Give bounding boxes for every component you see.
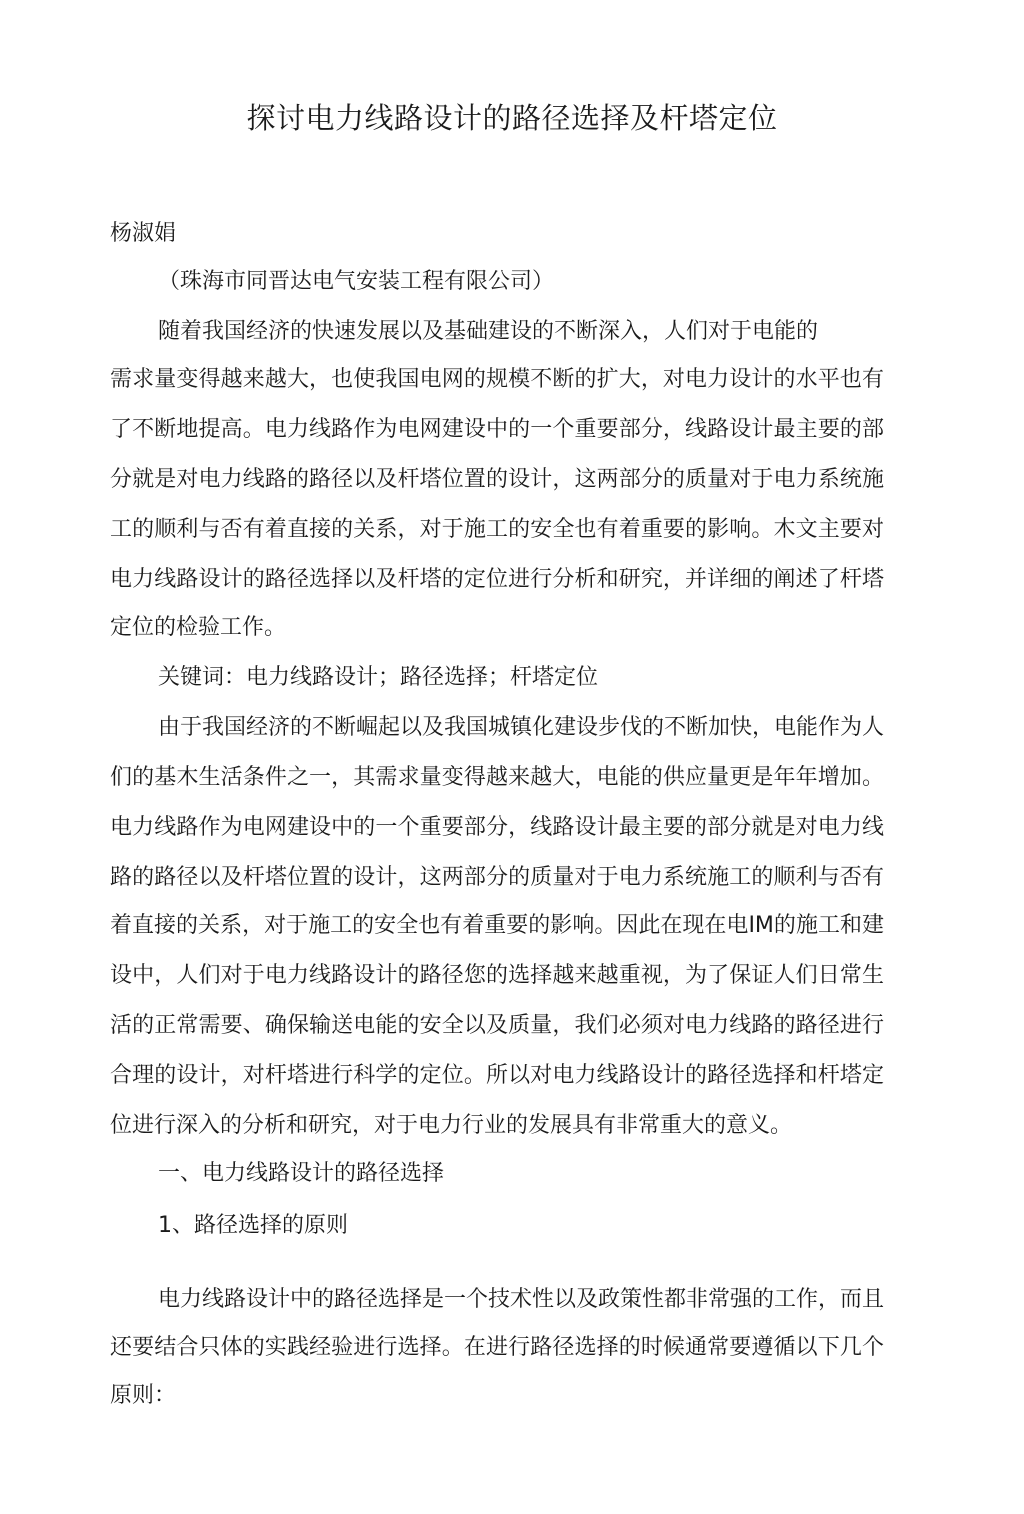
intro-line: 着直接的关系，对于施工的安全也有着重要的影响。因此在现在电IM的施工和建 [110, 913, 884, 938]
abstract-line: 随着我国经济的快速发展以及基础建设的不断深入，人们对于电能的 [158, 319, 819, 344]
principle-line: 电力线路设计中的路径选择是一个技术性以及政策性都非常强的工作，而且 [158, 1287, 885, 1312]
principle-line: 原则： [110, 1383, 177, 1408]
document-title: 探讨电力线路设计的路径选择及杆塔定位 [246, 101, 778, 135]
intro-line: 位进行深入的分析和研究，对于电力行业的发展具有非常重大的意义。 [110, 1113, 793, 1138]
subsection-heading: 1、路径选择的原则 [158, 1213, 348, 1238]
intro-line: 们的基木生活条件之一，其需求量变得越来越大，电能的供应量更是年年增加。 [110, 765, 884, 790]
abstract-line: 了不断地提高。电力线路作为电网建设中的一个重要部分，线路设计最主要的部 [110, 417, 884, 442]
abstract-line: 工的顺利与否有着直接的关系，对于施工的安全也有着重要的影响。木文主要对 [110, 517, 884, 542]
abstract-line: 需求量变得越来越大，也使我国电网的规模不断的扩大，对电力设计的水平也有 [110, 367, 884, 392]
abstract-line: 定位的检验工作。 [110, 615, 287, 640]
author-affiliation: （珠海市同晋达电气安装工程有限公司） [158, 269, 555, 294]
section-heading: 一、电力线路设计的路径选择 [158, 1161, 445, 1186]
intro-line: 活的正常需要、确保输送电能的安全以及质量，我们必须对电力线路的路径进行 [110, 1013, 884, 1038]
principle-line: 还要结合只体的实践经验进行选择。在进行路径选择的时候通常要遵循以下几个 [110, 1335, 884, 1360]
intro-line: 电力线路作为电网建设中的一个重要部分，线路设计最主要的部分就是对电力线 [110, 815, 884, 840]
keywords: 关键词：电力线路设计；路径选择；杆塔定位 [158, 665, 599, 690]
author-name: 杨淑娟 [110, 221, 177, 246]
intro-line: 合理的设计，对杆塔进行科学的定位。所以对电力线路设计的路径选择和杆塔定 [110, 1063, 884, 1088]
intro-line: 由于我国经济的不断崛起以及我国城镇化建设步伐的不断加快，电能作为人 [158, 715, 885, 740]
abstract-line: 电力线路设计的路径选择以及杆塔的定位进行分析和研究，并详细的阐述了杆塔 [110, 567, 884, 592]
abstract-line: 分就是对电力线路的路径以及杆塔位置的设计，这两部分的质量对于电力系统施 [110, 467, 884, 492]
intro-line: 设中，人们对于电力线路设计的路径您的选择越来越重视，为了保证人们日常生 [110, 963, 884, 988]
intro-line: 路的路径以及杆塔位置的设计，这两部分的质量对于电力系统施工的顺利与否有 [110, 865, 884, 890]
